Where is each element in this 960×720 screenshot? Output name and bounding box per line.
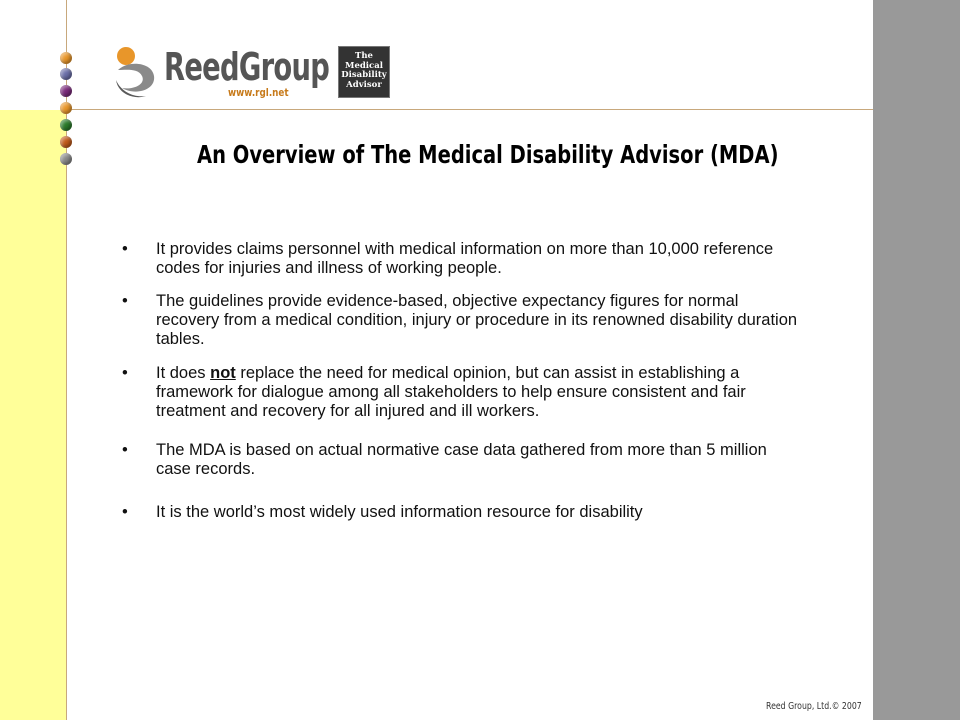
decor-dot-1	[60, 52, 72, 64]
slide-title: An Overview of The Medical Disability Advisor (MDA)	[197, 140, 779, 169]
right-gray-band	[873, 0, 960, 720]
decor-dot-6	[60, 136, 72, 148]
reedgroup-logo	[112, 44, 330, 104]
header-divider	[66, 109, 873, 110]
reedgroup-swirl-icon	[112, 46, 162, 102]
bullet-item	[122, 364, 802, 421]
logo-url-text: www.rgl.net	[228, 86, 289, 99]
mda-badge-line: Disability	[341, 70, 387, 80]
decor-dot-2	[60, 68, 72, 80]
bullet-emphasis: not	[210, 364, 236, 382]
decor-dot-3	[60, 85, 72, 97]
decor-dot-5	[60, 119, 72, 131]
bullet-item: • It provides claims personnel with medical information on more than 10,000 reference codes for injuries and illness of working people.	[122, 240, 802, 278]
logo-brand-text: ReedGroup	[164, 45, 330, 89]
mda-badge	[338, 46, 390, 98]
bullet-item: • The MDA is based on actual normative case data gathered from more than 5 million case records.	[122, 441, 802, 479]
bullet-text: replace the need for medical opinion, but can assist in establishing a framework for dialogue among all stakeholders to help ensure consistent and fair treatment and recovery for all injured and ill workers.	[156, 364, 746, 420]
left-yellow-band	[0, 110, 66, 720]
bullet-list	[122, 240, 802, 522]
footer-copyright: Reed Group, Ltd.© 2007	[766, 701, 862, 712]
bullet-item: • The guidelines provide evidence-based, objective expectancy figures for normal recovery from a medical condition, injury or procedure in its renowned disability duration tables.	[122, 292, 802, 349]
decor-dot-7	[60, 153, 72, 165]
mda-badge-line: The	[355, 51, 373, 61]
bullet-text: It does	[156, 364, 211, 382]
bullet-item: • It is the world’s most widely used information resource for disability	[122, 503, 802, 522]
mda-badge-line: Advisor	[346, 79, 382, 90]
mda-badge-line: Medical	[345, 60, 383, 71]
left-band-top	[0, 0, 66, 110]
decor-dot-4	[60, 102, 72, 114]
